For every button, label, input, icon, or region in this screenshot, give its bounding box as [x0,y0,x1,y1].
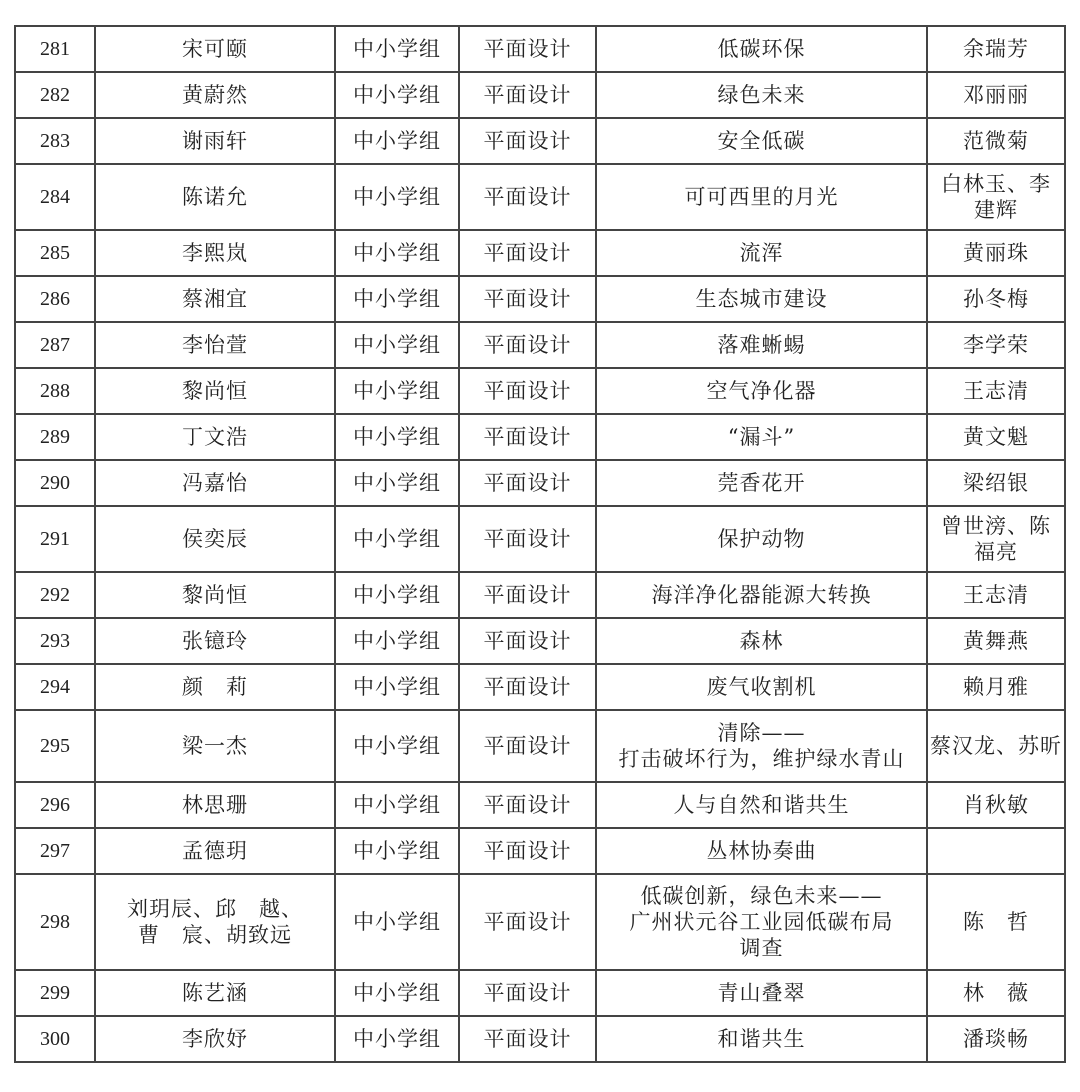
group-cell: 中小学组 [335,970,459,1016]
teacher-cell-line: 余瑞芳 [963,37,1029,61]
teacher-cell-line: 王志清 [963,379,1029,403]
author-cell [95,618,335,664]
group-cell: 中小学组 [335,460,459,506]
group-cell: 中小学组 [335,118,459,164]
row-number-cell: 286 [15,276,95,322]
table-row [15,118,1065,164]
teacher-cell [927,72,1065,118]
teacher-cell-line: 梁绍银 [963,471,1029,495]
teacher-cell [927,710,1065,782]
row-number-cell: 281 [15,26,95,72]
work-title-cell-line: 森林 [739,629,784,653]
teacher-cell-line: 黄文魁 [963,425,1029,449]
category-cell: 平面设计 [459,572,596,618]
table-row [15,164,1065,230]
work-title-cell [596,414,927,460]
category-cell: 平面设计 [459,368,596,414]
work-title-cell [596,506,927,572]
teacher-cell-line: 邓丽丽 [963,83,1029,107]
row-number-cell: 295 [15,710,95,782]
group-cell: 中小学组 [335,230,459,276]
group-cell: 中小学组 [335,1016,459,1062]
author-cell [95,460,335,506]
teacher-cell-line: 黄丽珠 [963,241,1029,265]
work-title-cell-line: 空气净化器 [706,379,817,403]
table-row [15,72,1065,118]
table-row [15,460,1065,506]
category-cell: 平面设计 [459,414,596,460]
teacher-cell [927,874,1065,970]
author-cell-line: 冯嘉怡 [182,471,248,495]
category-cell: 平面设计 [459,782,596,828]
row-number-cell: 292 [15,572,95,618]
category-cell: 平面设计 [459,72,596,118]
teacher-cell-line: 肖秋敏 [963,793,1029,817]
author-cell [95,970,335,1016]
category-cell: 平面设计 [459,164,596,230]
author-cell [95,276,335,322]
table-body [15,26,1065,1062]
author-cell-line: 陈诺允 [182,185,248,209]
work-title-cell-line: 绿色未来 [717,83,806,107]
group-cell: 中小学组 [335,72,459,118]
row-number-cell: 297 [15,828,95,874]
author-cell [95,710,335,782]
category-cell: 平面设计 [459,230,596,276]
teacher-cell-line: 蔡汉龙、苏昕 [930,734,1062,758]
work-title-cell [596,782,927,828]
author-cell [95,368,335,414]
row-number-cell: 298 [15,874,95,970]
category-cell: 平面设计 [459,322,596,368]
group-cell: 中小学组 [335,26,459,72]
row-number-cell: 289 [15,414,95,460]
work-title-cell [596,322,927,368]
work-title-cell-line: 废气收割机 [706,675,817,699]
work-title-cell-line: 低碳创新，绿色未来—— [640,884,883,908]
row-number-cell: 287 [15,322,95,368]
author-cell-line: 李怡萱 [182,333,248,357]
group-cell: 中小学组 [335,618,459,664]
author-cell [95,414,335,460]
teacher-cell [927,618,1065,664]
teacher-cell-line: 陈 哲 [963,910,1029,934]
work-title-cell [596,72,927,118]
teacher-cell [927,970,1065,1016]
work-title-cell [596,710,927,782]
group-cell: 中小学组 [335,506,459,572]
teacher-cell [927,1016,1065,1062]
category-cell: 平面设计 [459,874,596,970]
author-cell-line: 李熙岚 [182,241,248,265]
row-number-cell: 285 [15,230,95,276]
row-number-cell: 284 [15,164,95,230]
work-title-cell-line: 清除—— [717,721,806,745]
teacher-cell [927,368,1065,414]
work-title-cell [596,572,927,618]
teacher-cell-line: 王志清 [963,583,1029,607]
table-row [15,506,1065,572]
teacher-cell [927,460,1065,506]
teacher-cell-line: 潘琰畅 [963,1027,1029,1051]
author-cell [95,506,335,572]
work-title-cell [596,874,927,970]
category-cell: 平面设计 [459,970,596,1016]
author-cell [95,72,335,118]
work-title-cell-line: 和谐共生 [717,1027,806,1051]
work-title-cell [596,368,927,414]
teacher-cell-line: 孙冬梅 [963,287,1029,311]
teacher-cell-line: 建辉 [974,198,1018,222]
author-cell [95,322,335,368]
work-title-cell [596,664,927,710]
author-cell-line: 侯奕辰 [182,527,248,551]
group-cell: 中小学组 [335,164,459,230]
work-title-cell-line: 人与自然和谐共生 [673,793,850,817]
table-row [15,664,1065,710]
teacher-cell-line: 林 薇 [963,981,1029,1005]
row-number-cell: 296 [15,782,95,828]
work-title-cell-line: 打击破坏行为，维护绿水青山 [618,747,905,771]
author-cell-line: 陈艺涵 [182,981,248,1005]
row-number-cell: 300 [15,1016,95,1062]
row-number-cell: 283 [15,118,95,164]
work-title-cell-line: 安全低碳 [717,129,806,153]
author-cell-line: 林思珊 [182,793,248,817]
work-title-cell-line: 可可西里的月光 [684,185,839,209]
work-title-cell [596,26,927,72]
teacher-cell-line: 李学荣 [963,333,1029,357]
teacher-cell [927,322,1065,368]
author-cell-line: 黎尚恒 [182,379,248,403]
table-row [15,276,1065,322]
author-cell-line: 丁文浩 [182,425,248,449]
author-cell-line: 李欣妤 [182,1027,248,1051]
work-title-cell [596,1016,927,1062]
author-cell-line: 梁一杰 [182,734,248,758]
work-title-cell-line: 生态城市建设 [695,287,828,311]
category-cell: 平面设计 [459,118,596,164]
work-title-cell [596,164,927,230]
work-title-cell-line: 流浑 [739,241,784,265]
teacher-cell-line: 白林玉、李 [941,172,1051,196]
teacher-cell-line: 范微菊 [963,129,1029,153]
author-cell [95,828,335,874]
author-cell-line: 黎尚恒 [182,583,248,607]
table-row [15,414,1065,460]
author-cell [95,664,335,710]
group-cell: 中小学组 [335,710,459,782]
author-cell [95,782,335,828]
work-title-cell [596,970,927,1016]
work-title-cell [596,828,927,874]
work-title-cell-line: 青山叠翠 [717,981,806,1005]
teacher-cell [927,506,1065,572]
category-cell: 平面设计 [459,710,596,782]
table-row [15,1016,1065,1062]
work-title-cell-line: 广州状元谷工业园低碳布局 [629,910,894,934]
author-cell-line: 孟德玥 [182,839,248,863]
author-cell [95,26,335,72]
row-number-cell: 291 [15,506,95,572]
group-cell: 中小学组 [335,828,459,874]
teacher-cell [927,26,1065,72]
table-row [15,782,1065,828]
teacher-cell-line: 赖月雅 [963,675,1029,699]
author-cell-line: 刘玥辰、邱 越、 [127,897,303,921]
author-cell-line: 曹 宸、胡致远 [138,923,292,947]
work-title-cell [596,618,927,664]
table-row [15,230,1065,276]
category-cell: 平面设计 [459,276,596,322]
author-cell [95,874,335,970]
teacher-cell [927,164,1065,230]
table-row [15,618,1065,664]
table-row [15,874,1065,970]
author-cell-line: 宋可颐 [182,37,248,61]
table-row [15,368,1065,414]
work-title-cell [596,230,927,276]
row-number-cell: 290 [15,460,95,506]
teacher-cell [927,118,1065,164]
group-cell: 中小学组 [335,874,459,970]
teacher-cell [927,782,1065,828]
category-cell: 平面设计 [459,460,596,506]
table-row [15,828,1065,874]
group-cell: 中小学组 [335,276,459,322]
group-cell: 中小学组 [335,368,459,414]
table-row [15,710,1065,782]
teacher-cell [927,230,1065,276]
teacher-cell [927,828,1065,874]
teacher-cell [927,276,1065,322]
author-cell [95,230,335,276]
table-row [15,572,1065,618]
group-cell: 中小学组 [335,322,459,368]
row-number-cell: 294 [15,664,95,710]
group-cell: 中小学组 [335,414,459,460]
teacher-cell-line: 曾世滂、陈 [941,514,1051,538]
author-cell-line: 蔡湘宜 [182,287,248,311]
author-cell-line: 张镱玲 [182,629,248,653]
table-row [15,970,1065,1016]
document-page [14,25,1066,1063]
work-title-cell-line: 低碳环保 [717,37,806,61]
teacher-cell [927,664,1065,710]
table-row [15,322,1065,368]
author-cell [95,164,335,230]
category-cell: 平面设计 [459,26,596,72]
group-cell: 中小学组 [335,782,459,828]
author-cell [95,1016,335,1062]
group-cell: 中小学组 [335,664,459,710]
work-title-cell [596,276,927,322]
row-number-cell: 288 [15,368,95,414]
table-row [15,26,1065,72]
row-number-cell: 282 [15,72,95,118]
row-number-cell: 293 [15,618,95,664]
category-cell: 平面设计 [459,828,596,874]
category-cell: 平面设计 [459,664,596,710]
author-cell-line: 黄蔚然 [182,83,248,107]
teacher-cell [927,572,1065,618]
work-title-cell-line: “漏斗” [727,425,796,449]
category-cell: 平面设计 [459,1016,596,1062]
work-title-cell-line: 丛林协奏曲 [706,839,817,863]
work-title-cell-line: 保护动物 [717,527,806,551]
row-number-cell: 299 [15,970,95,1016]
group-cell: 中小学组 [335,572,459,618]
author-cell-line: 谢雨轩 [182,129,248,153]
work-title-cell [596,460,927,506]
teacher-cell [927,414,1065,460]
author-cell [95,572,335,618]
author-cell-line: 颜 莉 [182,675,248,699]
work-title-cell-line: 海洋净化器能源大转换 [651,583,872,607]
category-cell: 平面设计 [459,506,596,572]
teacher-cell-line: 黄舞燕 [963,629,1029,653]
work-title-cell-line: 落难蜥蜴 [717,333,806,357]
teacher-cell-line: 福亮 [974,540,1018,564]
work-title-cell-line: 莞香花开 [717,471,806,495]
work-title-cell-line: 调查 [739,936,784,960]
award-table [14,25,1066,1063]
work-title-cell [596,118,927,164]
category-cell: 平面设计 [459,618,596,664]
author-cell [95,118,335,164]
